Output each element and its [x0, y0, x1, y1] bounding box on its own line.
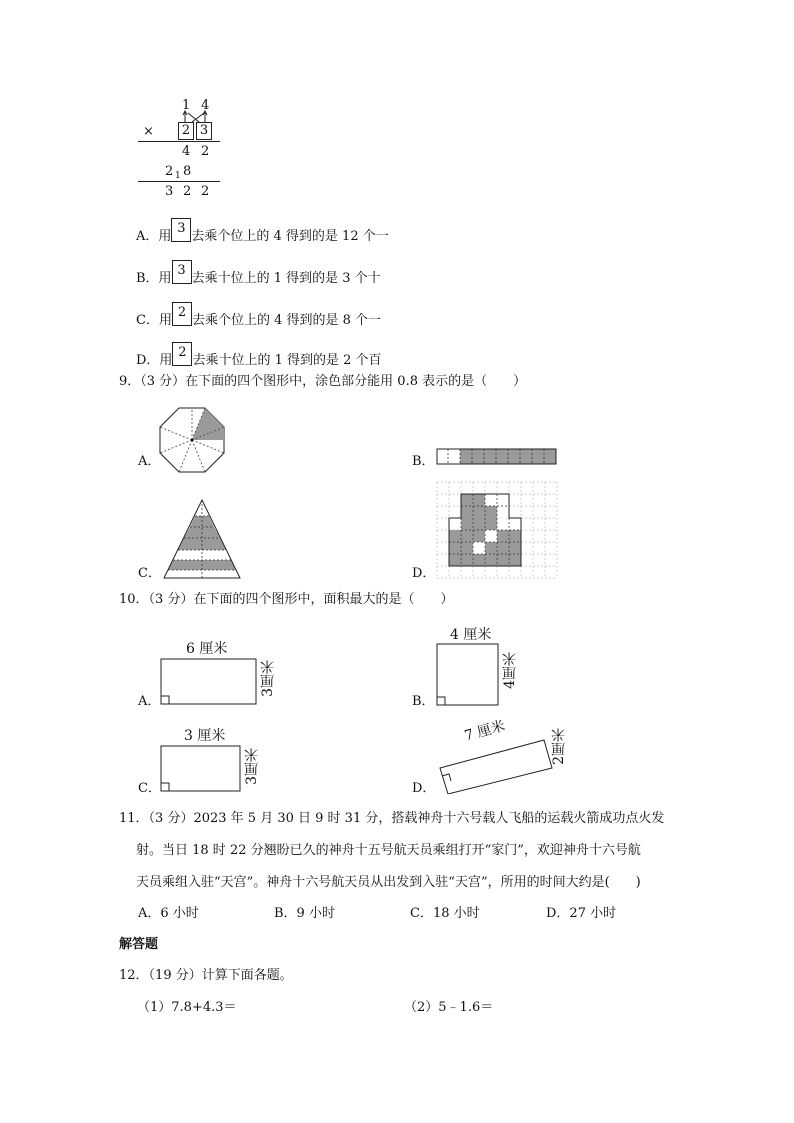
q12-part-2: （2）5﹣1.6＝ [404, 1000, 494, 1015]
multiplier-digit-box-1: 2 [178, 122, 194, 140]
q10-stem: 10．（3 分）在下面的四个图形中，面积最大的是（ ） [119, 592, 454, 607]
q11-option-d[interactable]: D．27 小时 [546, 906, 617, 921]
rect-d-top-label: 7 厘米 [462, 718, 507, 745]
calc-line-1 [138, 141, 220, 142]
q10-label-a[interactable]: A． [138, 694, 161, 709]
result-d1: 3 [165, 184, 174, 199]
triangle-figure [162, 498, 242, 580]
q9-label-c[interactable]: C． [138, 566, 161, 581]
rect-a-top-label: 6 厘米 [186, 641, 228, 657]
multiply-arrows [179, 109, 213, 123]
vertical-multiplication [135, 95, 235, 205]
carry-digit: 1 [175, 171, 181, 181]
option-box: 2 [172, 342, 192, 366]
partial-row2-d1: 2 [165, 164, 174, 179]
q12-part-1: （1）7.8+4.3＝ [137, 1000, 237, 1015]
q11-line-1: 11．（3 分）2023 年 5 月 30 日 9 时 31 分，搭载神舟十六号载人飞船的运载火箭成功点火发 [119, 811, 665, 826]
option-box: 2 [172, 302, 192, 326]
calc-line-2 [138, 181, 220, 182]
q9-stem: 9．（3 分）在下面的四个图形中，涂色部分能用 0.8 表示的是（ ） [119, 374, 527, 389]
q8-option-d[interactable] [136, 342, 382, 370]
grid-shape-figure [436, 480, 560, 580]
top-digit-2: 4 [201, 98, 210, 113]
q9-label-d[interactable]: D． [412, 566, 436, 581]
rect-c-top-label: 3 厘米 [184, 728, 226, 744]
result-d3: 2 [201, 184, 210, 199]
partial-row2-d2: 8 [183, 164, 192, 179]
rect-a-side-label: 3厘米 [260, 660, 276, 697]
q8-option-b[interactable] [136, 260, 381, 288]
top-digit-1: 1 [182, 98, 191, 113]
option-letter: B．用 [136, 271, 172, 286]
q11-line-3: 天员乘组入驻“天宫”。神舟十六号航天员从出发到入驻“天宫”，所用的时间大约是( ) [136, 875, 641, 890]
q10-label-d[interactable]: D． [412, 781, 436, 796]
q11-option-b[interactable]: B．9 小时 [274, 906, 335, 921]
option-text: 去乘个位上的 4 得到的是 8 个一 [191, 313, 382, 328]
q11-option-a[interactable]: A．6 小时 [138, 906, 199, 921]
option-text: 去乘个位上的 4 得到的是 12 个一 [191, 229, 389, 244]
times-sign: × [143, 124, 154, 139]
rectangle-a-figure [160, 658, 258, 706]
square-b-figure [436, 643, 500, 707]
rect-b-side-label: 4厘米 [502, 652, 518, 689]
partial-row1-d1: 4 [182, 144, 191, 159]
q10-label-b[interactable]: B． [412, 694, 435, 709]
partial-row1-d2: 2 [201, 144, 210, 159]
option-letter: A．用 [136, 229, 172, 244]
rect-d-side-label: 2厘米 [551, 728, 567, 765]
section-title: 解答题 [119, 937, 159, 952]
q10-label-c[interactable]: C． [138, 781, 161, 796]
option-text: 去乘十位上的 1 得到的是 2 个百 [192, 353, 382, 368]
option-text: 去乘十位上的 1 得到的是 3 个十 [191, 271, 381, 286]
rectangle-c-figure [160, 745, 242, 793]
option-box: 3 [172, 260, 192, 284]
q12-stem: 12．（19 分）计算下面各题。 [119, 968, 293, 983]
q11-option-c[interactable]: C．18 小时 [410, 906, 480, 921]
q11-line-2: 射。当日 18 时 22 分翘盼已久的神舟十五号航天员乘组打开“家门”，欢迎神舟十六号航 [136, 843, 641, 858]
rect-c-side-label: 3厘米 [244, 748, 260, 785]
rect-b-top-label: 4 厘米 [450, 627, 492, 643]
option-box: 3 [171, 218, 191, 242]
q9-label-a[interactable]: A． [138, 454, 161, 469]
strip-figure [436, 448, 558, 466]
multiplier-digit-box-2: 3 [196, 122, 212, 140]
q8-option-a[interactable] [136, 218, 389, 246]
q8-option-c[interactable] [136, 302, 381, 330]
octagon-figure [158, 406, 226, 474]
q9-label-b[interactable]: B． [412, 454, 435, 469]
option-letter: D．用 [136, 353, 173, 368]
tilted-rectangle-d-figure [434, 730, 554, 794]
option-letter: C．用 [136, 313, 172, 328]
result-d2: 2 [183, 184, 192, 199]
